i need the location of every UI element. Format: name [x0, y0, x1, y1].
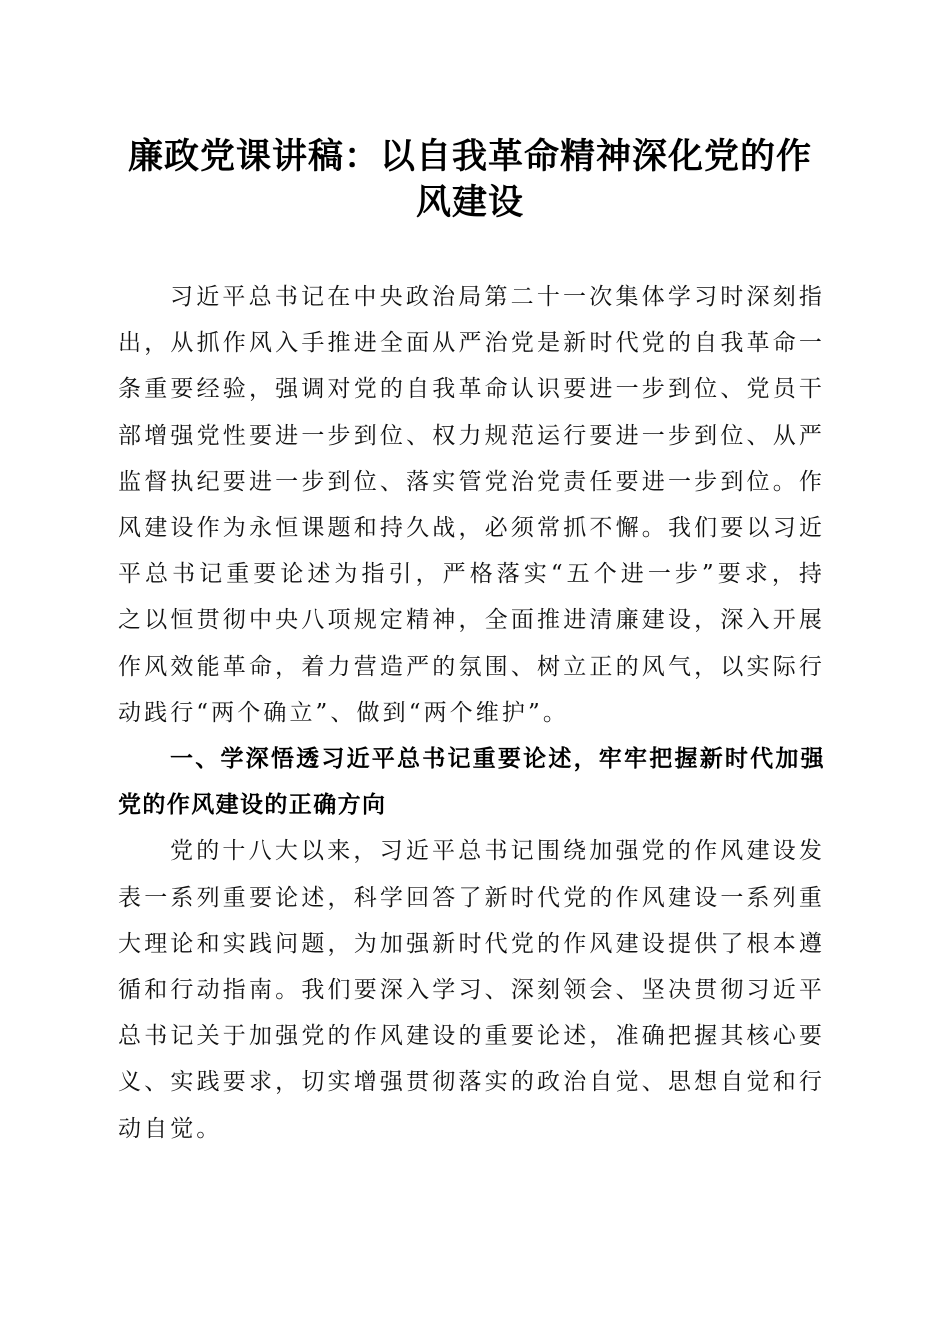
intro-paragraph: 习近平总书记在中央政治局第二十一次集体学习时深刻指出，从抓作风入手推进全面从严治党是新时代党的自我革命一条重要经验，强调对党的自我革命认识要进一步到位、党员干部增强党性要进一步到位、权力规范运行要进一步到位、从严监督执纪要进一步到位、落实管党治党责任要进一步到位。作风建设作为永恒课题和持久战，必须常抓不懈。我们要以习近平总书记重要论述为指引，严格落实“五个进一步”要求，持之以恒贯彻中央八项规定精神，全面推进清廉建设，深入开展作风效能革命，着力营造严的氛围、树立正的风气，以实际行动践行“两个确立”、做到“两个维护”。 — [118, 284, 825, 726]
section-paragraph: 党的十八大以来，习近平总书记围绕加强党的作风建设发表一系列重要论述，科学回答了新时代党的作风建设一系列重大理论和实践问题，为加强新时代党的作风建设提供了根本遵循和行动指南。我们要深入学习、深刻领会、坚决贯彻习近平总书记关于加强党的作风建设的重要论述，准确把握其核心要义、实践要求，切实增强贯彻落实的政治自觉、思想自觉和行动自觉。 — [118, 838, 825, 1142]
section-heading: 一、学深悟透习近平总书记重要论述，牢牢把握新时代加强党的作风建设的正确方向 — [118, 746, 825, 819]
document-title: 廉政党课讲稿：以自我革命精神深化党的作风建设 — [127, 136, 812, 223]
document-body — [118, 274, 825, 1152]
